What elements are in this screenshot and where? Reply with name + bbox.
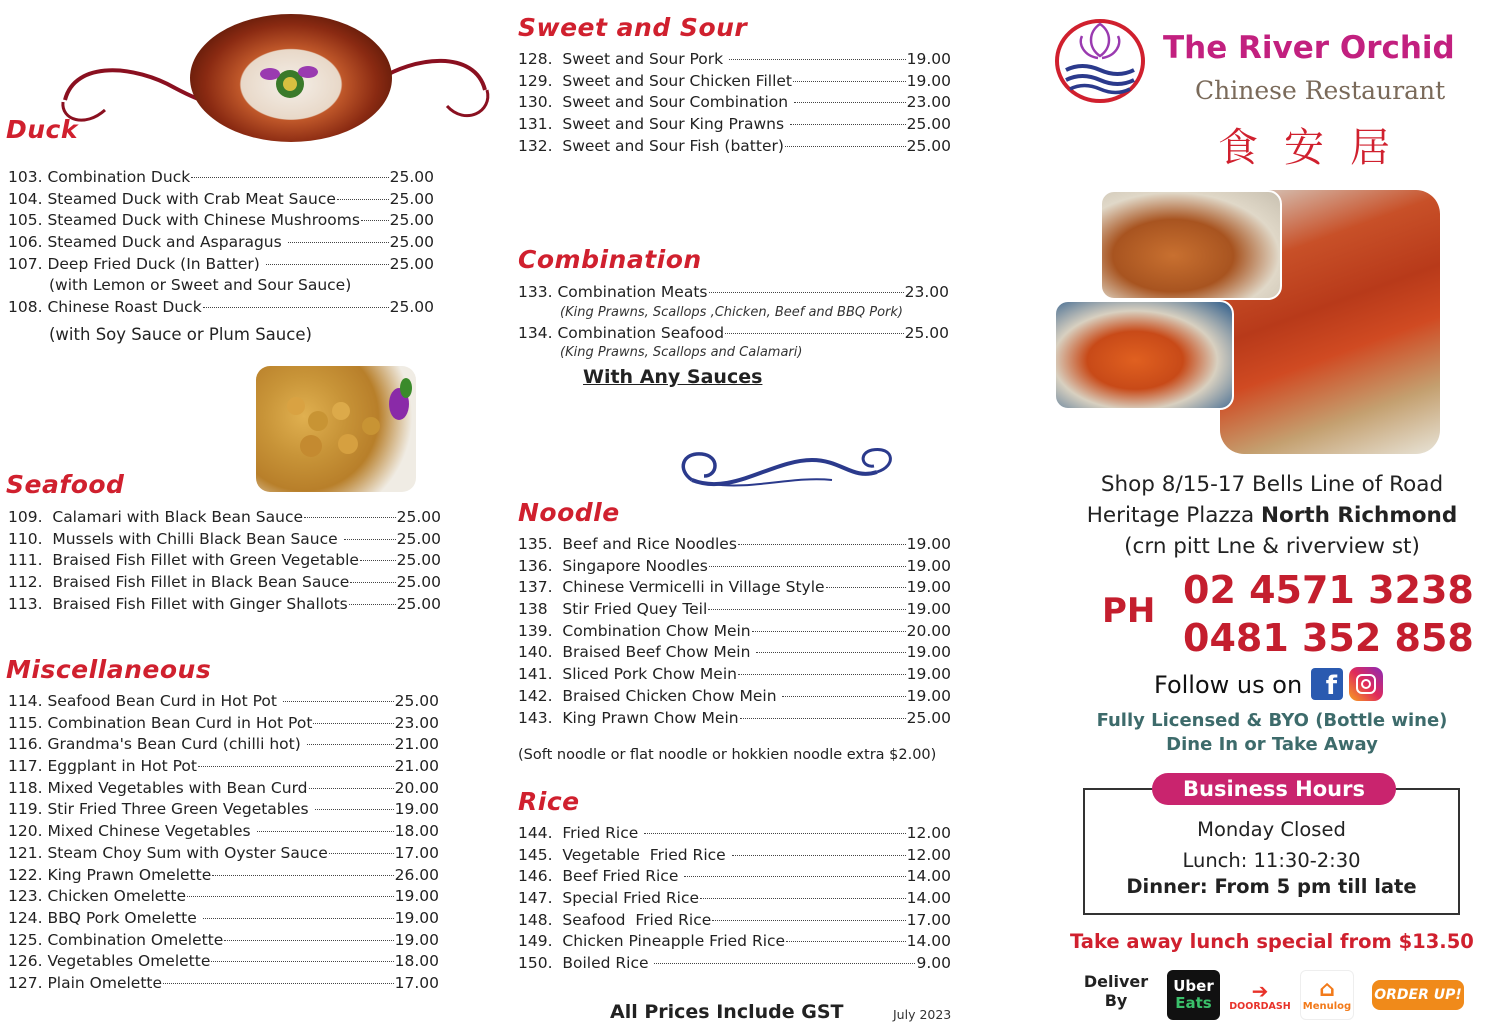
menu-item-name: 107. Deep Fried Duck (In Batter) xyxy=(8,254,265,273)
leader-dots xyxy=(712,920,905,921)
menulog-logo[interactable]: ⌂ Menulog xyxy=(1300,970,1354,1020)
leader-dots xyxy=(732,855,906,856)
menu-item xyxy=(518,557,951,579)
menu-item xyxy=(8,168,434,190)
menu-item-price: 25.00 xyxy=(389,254,434,273)
seafood-menu-list xyxy=(8,508,441,616)
menu-item xyxy=(518,72,951,94)
gst-notice: All Prices Include GST xyxy=(610,1001,844,1023)
doordash-icon: ➔ xyxy=(1251,978,1269,1003)
menu-item xyxy=(518,115,951,137)
menu-item-name: 142. Braised Chicken Chow Mein xyxy=(518,686,782,705)
menu-item xyxy=(8,714,439,736)
leader-dots xyxy=(329,853,394,854)
menu-item-price: 19.00 xyxy=(906,535,951,553)
leader-dots xyxy=(187,896,394,897)
menu-item xyxy=(518,932,951,954)
menu-item-price: 19.00 xyxy=(906,600,951,619)
leader-dots xyxy=(708,609,905,610)
restaurant-chinese-name: 食安居 xyxy=(1218,125,1416,171)
menu-item xyxy=(518,709,951,731)
address-line-3: (crn pitt Lne & riverview st) xyxy=(1124,534,1420,559)
menu-item-price: 21.00 xyxy=(394,735,439,754)
leader-dots xyxy=(163,983,394,984)
phone-number-landline[interactable]: 02 4571 3238 xyxy=(1183,568,1474,612)
menu-item-price: 19.00 xyxy=(394,800,439,819)
leader-dots xyxy=(315,809,394,810)
instagram-icon[interactable] xyxy=(1349,667,1383,701)
leader-dots xyxy=(793,81,906,82)
leader-dots xyxy=(360,560,396,561)
menu-item-name: 113. Braised Fish Fillet with Ginger Shallots xyxy=(8,594,348,613)
menu-item-134: 134. Combination Seafood 25.00 xyxy=(518,323,949,342)
roast-duck-photo xyxy=(190,14,392,142)
menu-item-price: 19.00 xyxy=(906,50,951,68)
hours-lunch: Lunch: 11:30-2:30 xyxy=(1182,849,1361,872)
leader-dots xyxy=(198,766,394,767)
leader-dots xyxy=(738,544,906,545)
menu-item xyxy=(518,50,951,72)
restaurant-name: The River Orchid xyxy=(1163,30,1455,66)
menu-item xyxy=(518,911,951,933)
menu-item-name: 145. Vegetable Fried Rice xyxy=(518,845,731,864)
orchid-garnish-icon xyxy=(190,14,392,142)
menu-item xyxy=(518,846,951,868)
menu-item-price: 20.00 xyxy=(394,778,439,797)
menu-item-price: 25.00 xyxy=(389,189,434,208)
menu-item xyxy=(8,909,439,931)
menu-item-price: 26.00 xyxy=(394,865,439,884)
menu-item xyxy=(8,692,439,714)
menu-item-name: 137. Chinese Vermicelli in Village Style xyxy=(518,578,825,597)
menu-item xyxy=(8,800,439,822)
noodle-menu-list xyxy=(518,535,951,730)
menu-item-name: 129. Sweet and Sour Chicken Fillet xyxy=(518,71,792,90)
follow-us-label: Follow us on xyxy=(1154,671,1303,699)
menu-item-name: 146. Beef Fried Rice xyxy=(518,867,684,886)
menu-item xyxy=(518,643,951,665)
menu-item-price: 19.00 xyxy=(906,556,951,575)
duck-108-note: (with Soy Sauce or Plum Sauce) xyxy=(49,324,312,344)
menu-item-name: 112. Braised Fish Fillet in Black Bean Sauce xyxy=(8,573,350,592)
menu-item-price: 18.00 xyxy=(394,822,439,841)
section-title-miscellaneous: Miscellaneous xyxy=(6,655,212,684)
menu-item xyxy=(518,535,951,557)
menu-item-price: 21.00 xyxy=(394,757,439,776)
combination-133-note: (King Prawns, Scallops ,Chicken, Beef and BBQ Pork) xyxy=(560,304,903,320)
menu-item-name: 109. Calamari with Black Bean Sauce xyxy=(8,508,304,526)
phone-number-mobile[interactable]: 0481 352 858 xyxy=(1183,616,1474,660)
menu-item xyxy=(8,822,439,844)
menu-item-name: 125. Combination Omelette xyxy=(8,930,224,949)
rice-menu-list xyxy=(518,824,951,976)
menu-item-name: 117. Eggplant in Hot Pot xyxy=(8,757,197,776)
menu-item-name: 110. Mussels with Chilli Black Bean Sauce xyxy=(8,529,343,548)
leader-dots xyxy=(344,539,396,540)
menu-item-name: 149. Chicken Pineapple Fried Rice xyxy=(518,932,786,951)
menu-item-name: 132. Sweet and Sour Fish (batter) xyxy=(518,136,784,155)
leader-dots xyxy=(337,199,389,200)
blue-swirl-ornament xyxy=(672,440,902,500)
dine-in-notice: Dine In or Take Away xyxy=(1166,734,1378,755)
menu-item-price: 25.00 xyxy=(389,233,434,252)
leader-dots xyxy=(361,220,389,221)
leader-dots xyxy=(307,744,394,745)
section-title-rice: Rice xyxy=(518,787,580,816)
menu-item-name: 148. Seafood Fried Rice xyxy=(518,910,712,929)
menu-item xyxy=(518,687,951,709)
orchid-wave-logo-icon xyxy=(1054,18,1146,104)
menu-item-price: 19.00 xyxy=(394,887,439,906)
menu-item-price: 25.00 xyxy=(396,508,441,526)
licensed-notice: Fully Licensed & BYO (Bottle wine) xyxy=(1096,710,1448,731)
menu-item-name: 105. Steamed Duck with Chinese Mushrooms xyxy=(8,211,360,230)
menu-item-name: 127. Plain Omelette xyxy=(8,973,163,992)
menu-item xyxy=(8,887,439,909)
leader-dots xyxy=(684,876,905,877)
menu-item xyxy=(518,867,951,889)
menu-item-name: 144. Fried Rice xyxy=(518,824,644,842)
menu-item-price: 14.00 xyxy=(906,932,951,951)
leader-dots xyxy=(740,718,906,719)
menu-item-name: 135. Beef and Rice Noodles xyxy=(518,535,737,553)
leader-dots xyxy=(729,59,906,60)
menu-item xyxy=(8,779,439,801)
menu-item-133: 133. Combination Meats 23.00 xyxy=(518,283,949,301)
leader-dots xyxy=(191,177,388,178)
section-title-combination: Combination xyxy=(518,245,702,274)
menu-date: July 2023 xyxy=(893,1007,952,1022)
address-line-1: Shop 8/15-17 Bells Line of Road xyxy=(1100,472,1444,497)
leader-dots xyxy=(224,940,393,941)
menu-item-name: 119. Stir Fried Three Green Vegetables xyxy=(8,800,314,819)
menu-item xyxy=(8,735,439,757)
menu-item-price: 18.00 xyxy=(394,952,439,971)
hours-dinner: Dinner: From 5 pm till late xyxy=(1126,875,1417,898)
leader-dots xyxy=(752,631,906,632)
menu-item-price: 25.00 xyxy=(906,115,951,134)
menu-item xyxy=(8,551,441,573)
menu-item-108: 108. Chinese Roast Duck 25.00 xyxy=(8,298,434,317)
menu-item-name: 147. Special Fried Rice xyxy=(518,889,700,908)
menu-item xyxy=(518,954,951,976)
menu-item-price: 25.00 xyxy=(396,551,441,570)
leader-dots xyxy=(212,875,393,876)
menu-item-price: 9.00 xyxy=(916,954,951,973)
menu-item xyxy=(518,600,951,622)
roast-chicken-photo xyxy=(1100,190,1282,300)
section-title-duck: Duck xyxy=(6,115,78,144)
menu-item-name: 114. Seafood Bean Curd in Hot Pot xyxy=(8,692,282,710)
menu-item-name: 140. Braised Beef Chow Mein xyxy=(518,643,756,662)
leader-dots xyxy=(786,941,906,942)
duck-107-note: (with Lemon or Sweet and Sour Sauce) xyxy=(49,276,352,295)
menu-item xyxy=(8,952,439,974)
menu-item-price: 25.00 xyxy=(396,594,441,613)
menu-item-price: 25.00 xyxy=(396,573,441,592)
menu-item-price: 25.00 xyxy=(396,529,441,548)
menu-item-price: 25.00 xyxy=(389,211,434,230)
leader-dots xyxy=(738,674,906,675)
menu-item-price: 19.00 xyxy=(906,578,951,597)
menu-item xyxy=(518,665,951,687)
menu-item xyxy=(8,508,441,530)
leader-dots xyxy=(782,696,905,697)
menu-item-price: 25.00 xyxy=(389,168,434,186)
menu-item-price: 25.00 xyxy=(394,692,439,710)
menu-item xyxy=(8,255,434,277)
menu-item xyxy=(8,931,439,953)
menu-item-price: 19.00 xyxy=(906,665,951,684)
with-any-sauces-label: With Any Sauces xyxy=(583,366,763,388)
phone-label: PH xyxy=(1102,591,1156,631)
leader-dots xyxy=(785,146,906,147)
sweet-and-sour-menu-list xyxy=(518,50,951,158)
menu-item-price: 19.00 xyxy=(394,908,439,927)
menu-item-name: 121. Steam Choy Sum with Oyster Sauce xyxy=(8,843,328,862)
salt-pepper-seafood-photo xyxy=(256,366,416,492)
menu-item-price: 19.00 xyxy=(906,686,951,705)
leader-dots xyxy=(203,918,394,919)
hours-monday: Monday Closed xyxy=(1197,818,1346,841)
menu-item-price: 14.00 xyxy=(906,889,951,908)
menu-item-name: 143. King Prawn Chow Mein xyxy=(518,708,739,727)
leader-dots xyxy=(257,831,394,832)
menu-item-name: 138 Stir Fried Quey Teil xyxy=(518,600,708,619)
menu-item-price: 17.00 xyxy=(906,910,951,929)
menu-item-name: 115. Combination Bean Curd in Hot Pot xyxy=(8,713,313,732)
section-title-noodle: Noodle xyxy=(518,498,620,527)
menu-item-name: 120. Mixed Chinese Vegetables xyxy=(8,822,256,841)
menu-item-price: 12.00 xyxy=(906,824,951,842)
leader-dots xyxy=(644,833,905,834)
menu-item-price: 23.00 xyxy=(394,713,439,732)
leader-dots xyxy=(756,652,905,653)
leader-dots xyxy=(211,961,393,962)
leader-dots xyxy=(350,582,395,583)
menu-item xyxy=(8,866,439,888)
leader-dots xyxy=(288,242,389,243)
menu-item xyxy=(8,595,441,617)
menu-item-name: 131. Sweet and Sour King Prawns xyxy=(518,115,790,134)
menu-item-name: 130. Sweet and Sour Combination xyxy=(518,93,793,112)
address-line-2: Heritage Plazza North Richmond xyxy=(1086,503,1458,528)
restaurant-subtitle: Chinese Restaurant xyxy=(1195,76,1446,105)
combination-134-note: (King Prawns, Scallops and Calamari) xyxy=(560,345,803,361)
crab-dish-photo xyxy=(1054,300,1234,410)
menu-item-name: 116. Grandma's Bean Curd (chilli hot) xyxy=(8,735,306,754)
menu-item-name: 141. Sliced Pork Chow Mein xyxy=(518,665,737,684)
menu-item-name: 111. Braised Fish Fillet with Green Vegetable xyxy=(8,551,359,570)
menu-item xyxy=(8,573,441,595)
section-title-sweet-and-sour: Sweet and Sour xyxy=(518,13,748,42)
menu-item-name: 124. BBQ Pork Omelette xyxy=(8,908,202,927)
menu-item-price: 25.00 xyxy=(906,136,951,155)
leader-dots xyxy=(709,566,906,567)
menu-item xyxy=(8,233,434,255)
leader-dots xyxy=(794,102,906,103)
menu-item-name: 139. Combination Chow Mein xyxy=(518,621,751,640)
menu-item-price: 17.00 xyxy=(394,843,439,862)
leader-dots xyxy=(790,124,906,125)
menu-item xyxy=(518,578,951,600)
menu-item xyxy=(8,974,439,996)
lunch-special-promo: Take away lunch special from $13.50 xyxy=(1070,930,1474,953)
menu-item xyxy=(8,211,434,233)
business-hours-title: Business Hours xyxy=(1152,773,1396,805)
menu-item-price: 19.00 xyxy=(906,643,951,662)
menu-item xyxy=(518,622,951,644)
menu-item xyxy=(518,93,951,115)
menu-item-name: 150. Boiled Rice xyxy=(518,954,654,973)
menu-item-name: 122. King Prawn Omelette xyxy=(8,865,212,884)
leader-dots xyxy=(654,963,915,964)
menu-item-name: 103. Combination Duck xyxy=(8,168,191,186)
noodle-extra-note: (Soft noodle or flat noodle or hokkien noodle extra $2.00) xyxy=(518,747,937,763)
menu-item-price: 17.00 xyxy=(394,973,439,992)
menu-item-name: 126. Vegetables Omelette xyxy=(8,952,211,971)
menu-item-name: 118. Mixed Vegetables with Bean Curd xyxy=(8,778,308,797)
leader-dots xyxy=(349,604,396,605)
miscellaneous-menu-list xyxy=(8,692,439,996)
leader-dots xyxy=(283,701,394,702)
doordash-logo[interactable]: ➔ DOORDASH xyxy=(1228,972,1292,1020)
menu-item-price: 23.00 xyxy=(906,93,951,112)
order-up-logo[interactable]: ORDER UP! xyxy=(1372,980,1464,1010)
menu-item xyxy=(8,844,439,866)
menu-item-name: 106. Steamed Duck and Asparagus xyxy=(8,233,287,252)
menu-item-price: 19.00 xyxy=(394,930,439,949)
menu-item xyxy=(518,137,951,159)
duck-menu-list xyxy=(8,168,434,346)
menu-item-name: 136. Singapore Noodles xyxy=(518,556,708,575)
section-title-seafood: Seafood xyxy=(6,470,125,499)
menu-item-price: 19.00 xyxy=(906,71,951,90)
uber-eats-logo[interactable]: Uber Eats xyxy=(1167,970,1220,1020)
orchid-flower-icon xyxy=(256,366,416,492)
leader-dots xyxy=(266,264,389,265)
menu-item-name: 104. Steamed Duck with Crab Meat Sauce xyxy=(8,189,336,208)
leader-dots xyxy=(826,587,906,588)
menu-item xyxy=(518,824,951,846)
menu-item xyxy=(8,530,441,552)
menu-item-price: 12.00 xyxy=(906,845,951,864)
leader-dots xyxy=(309,788,394,789)
leader-dots xyxy=(700,898,906,899)
leader-dots xyxy=(313,723,393,724)
menu-item-price: 14.00 xyxy=(906,867,951,886)
menu-item-price: 20.00 xyxy=(906,621,951,640)
menu-item-name: 123. Chicken Omelette xyxy=(8,887,186,906)
combination-menu-list xyxy=(518,283,949,364)
menu-item-name: 128. Sweet and Sour Pork xyxy=(518,50,729,68)
leader-dots xyxy=(304,517,396,518)
menu-item xyxy=(8,757,439,779)
deliver-by-label: Deliver By xyxy=(1083,972,1149,1010)
menu-item xyxy=(518,889,951,911)
menu-item-price: 25.00 xyxy=(906,708,951,727)
menulog-house-icon: ⌂ xyxy=(1319,976,1335,1002)
facebook-icon[interactable]: f xyxy=(1311,668,1343,700)
menu-item xyxy=(8,190,434,212)
